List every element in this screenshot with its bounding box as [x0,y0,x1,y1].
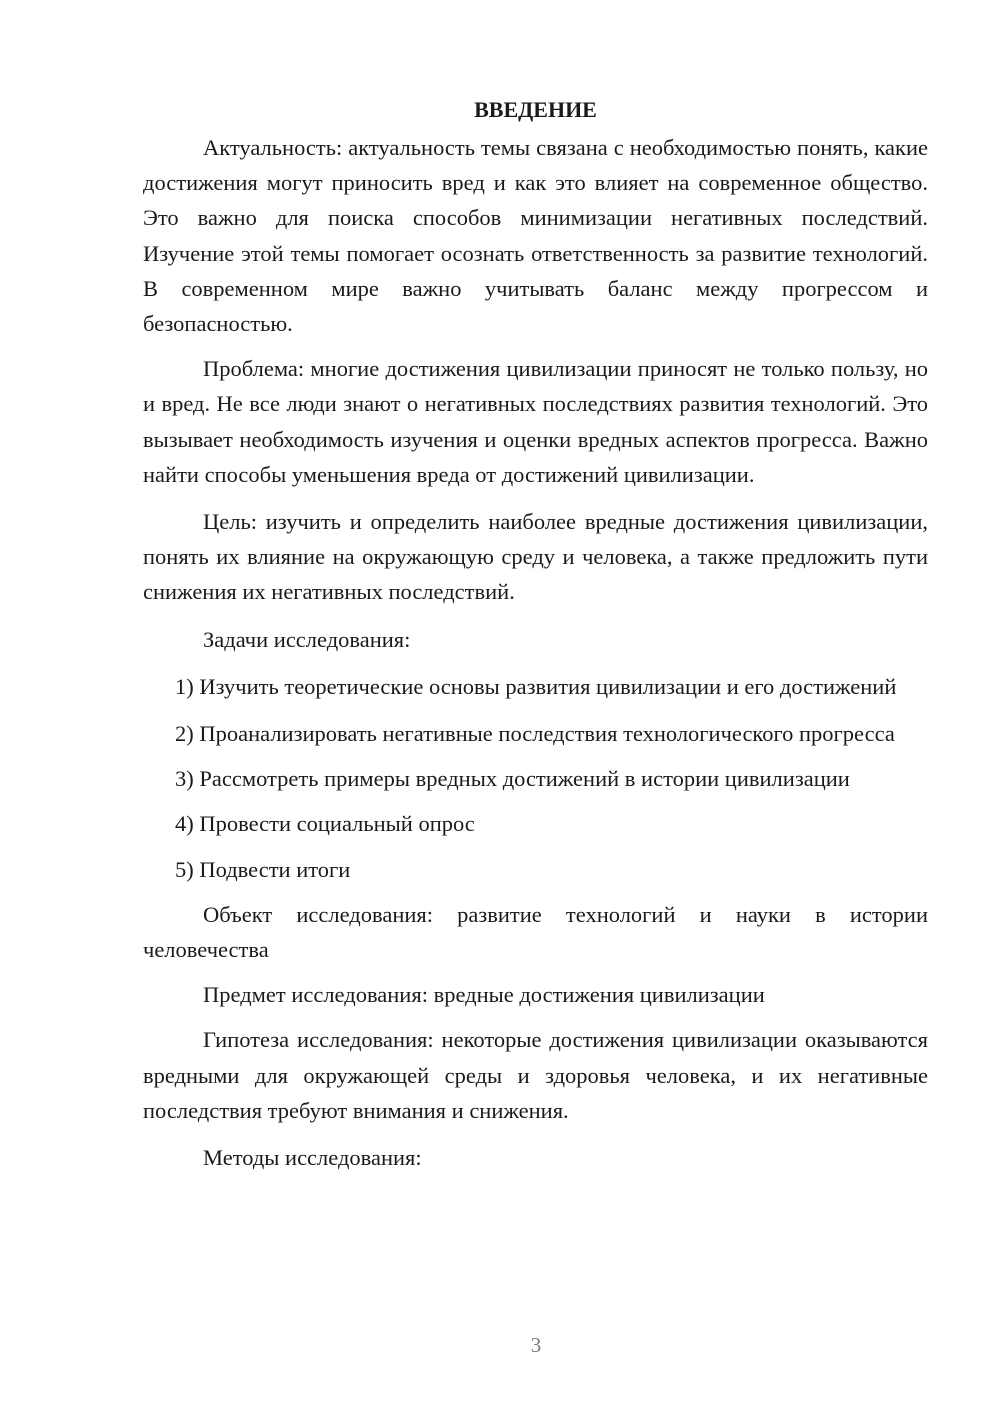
list-item: 5) Подвести итоги [175,856,351,882]
paragraph-object: Объект исследования: развитие технологий и науки в истории человечества [143,901,928,963]
list-item: 4) Провести социальный опрос [175,811,475,837]
list-item: 3) Рассмотреть примеры вредных достижений в истории цивилизации [175,766,850,792]
paragraph-problem: Проблема: многие достижения цивилизации приносят не только пользу, но и вред. Не все люди знают о негативных последствиях развития технологий. Это вызывает необходимость изучения и оценки вредных аспектов прогресса. Важно найти способы уменьшения вреда от достижений цивилизации. [143,356,928,487]
methods-heading: Методы исследования: [203,1145,422,1171]
paragraph-subject: Предмет исследования: вредные достижения цивилизации [203,982,765,1008]
list-item: 2) Проанализировать негативные последствия технологического прогресса [175,721,895,747]
paragraph-hypothesis: Гипотеза исследования: некоторые достижения цивилизации оказываются вредными для окружающей среды и здоровья человека, и их негативные последствия требуют внимания и снижения. [143,1027,928,1123]
tasks-heading: Задачи исследования: [203,626,411,652]
list-item: 1) Изучить теоретические основы развития цивилизации и его достижений [175,673,897,699]
page-title: ВВЕДЕНИЕ [474,97,597,122]
document-page [143,92,928,1175]
page-number: 3 [530,1333,542,1357]
paragraph-goal: Цель: изучить и определить наиболее вредные достижения цивилизации, понять их влияние на окружающую среду и человека, а также предложить пути снижения их негативных последствий. [143,509,928,605]
paragraph-relevance: Актуальность: актуальность темы связана с необходимостью понять, какие достижения могут приносить вред и как это влияет на современное общество. Это важно для поиска способов минимизации негативных последствий. Изучение этой темы помогает осознать ответственность за развитие технологий. В современном мире важно учитывать баланс между прогрессом и безопасностью. [143,135,928,337]
